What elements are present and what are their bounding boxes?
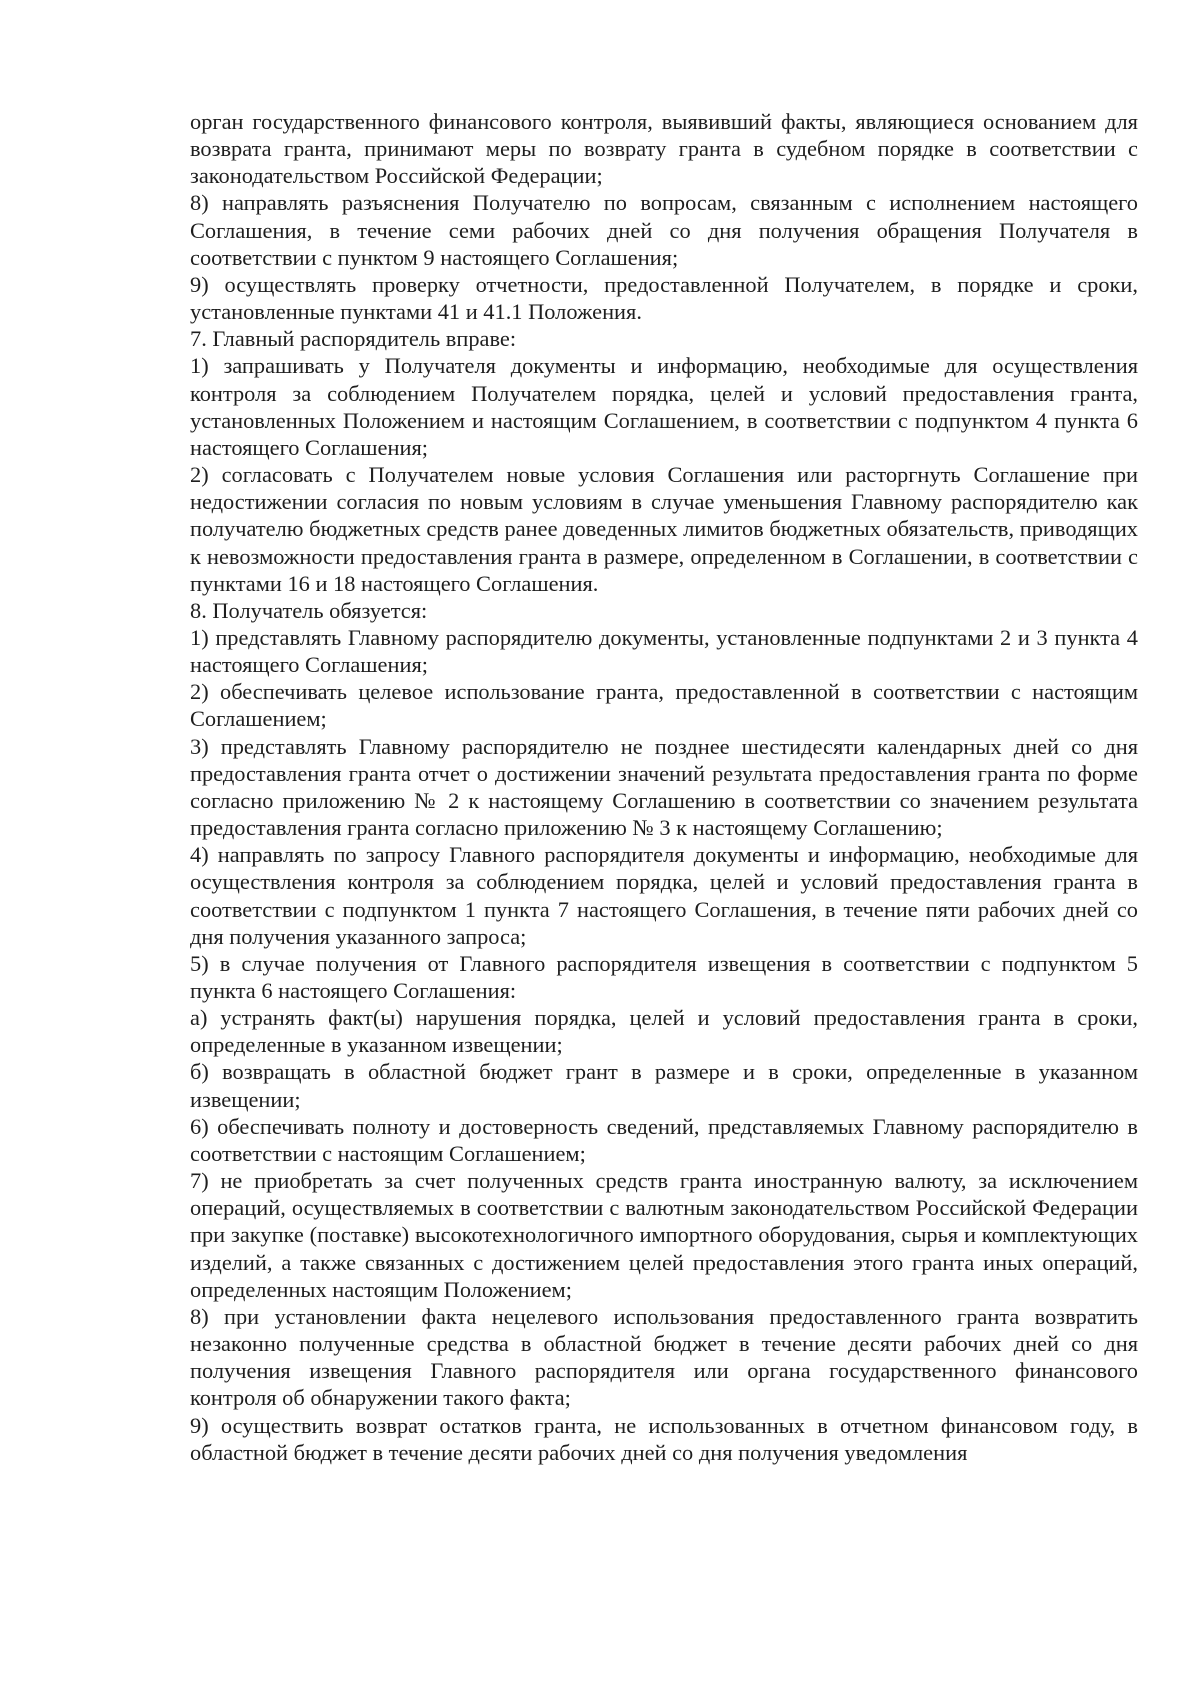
- paragraph: 9) осуществить возврат остатков гранта, не использованных в отчетном финансовом году, в областной бюджет в течение десяти рабочих дней со дня получения уведомления: [190, 1412, 1138, 1465]
- paragraph: 5) в случае получения от Главного распорядителя извещения в соответствии с подпунктом 5 пункта 6 настоящего Соглашения:: [190, 950, 1138, 1003]
- paragraph: 1) представлять Главному распорядителю документы, установленные подпунктами 2 и 3 пункта 4 настоящего Соглашения;: [190, 624, 1138, 678]
- paragraph: 4) направлять по запросу Главного распорядителя документы и информацию, необходимые для осуществления контроля за соблюдением порядка, целей и условий предоставления гранта в соответствии с подпунктом 1 пункта 7 настоящего Соглашения, в течение пяти рабочих дней со дня получения указанного запроса;: [190, 842, 1138, 949]
- paragraph: 2) обеспечивать целевое использование гранта, предоставленной в соответствии с настоящим Соглашением;: [190, 679, 1138, 732]
- paragraph: 6) обеспечивать полноту и достоверность сведений, представляемых Главному распорядителю в соответствии с настоящим Соглашением;: [190, 1113, 1138, 1166]
- paragraph: 9) осуществлять проверку отчетности, предоставленной Получателем, в порядке и сроки, установленные пунктами 41 и 41.1 Положения.: [190, 271, 1138, 325]
- paragraph: 8) при установлении факта нецелевого использования предоставленного гранта возвратить незаконно полученные средства в областной бюджет в течение десяти рабочих дней со дня получения извещения Главного распорядителя или органа государственного финансового контроля об обнаружении такого факта;: [190, 1303, 1138, 1411]
- paragraph: б) возвращать в областной бюджет грант в размере и в сроки, определенные в указанном извещении;: [190, 1059, 1138, 1112]
- paragraph: 2) согласовать с Получателем новые условия Соглашения или расторгнуть Соглашение при недостижении согласия по новым условиям в случае уменьшения Главному распорядителю как получателю бюджетных средств ранее доведенных лимитов бюджетных обязательств, приводящих к невозможности предоставления гранта в размере, определенном в Соглашении, в соответствии с пунктами 16 и 18 настоящего Соглашения.: [190, 462, 1138, 596]
- paragraph: а) устранять факт(ы) нарушения порядка, целей и условий предоставления гранта в сроки, определенные в указанном извещении;: [190, 1005, 1138, 1058]
- document-body: [190, 108, 1138, 1466]
- paragraph: 7) не приобретать за счет полученных средств гранта иностранную валюту, за исключением операций, осуществляемых в соответствии с валютным законодательством Российской Федерации при закупке (поставке) высокотехнологичного импортного оборудования, сырья и комплектующих изделий, а также связанных с достижением целей предоставления этого гранта иных операций, определенных настоящим Положением;: [190, 1168, 1138, 1302]
- paragraph: 3) представлять Главному распорядителю не позднее шестидесяти календарных дней со дня предоставления гранта отчет о достижении значений результата предоставления гранта по форме согласно приложению № 2 к настоящему Соглашению в соответствии со значением результата предоставления гранта согласно приложению № 3 к настоящему Соглашению;: [190, 733, 1138, 841]
- section-heading: 8. Получатель обязуется:: [190, 597, 428, 623]
- paragraph: орган государственного финансового контроля, выявивший факты, являющиеся основанием для возврата гранта, принимают меры по возврату гранта в судебном порядке в соответствии с законодательством Российской Федерации;: [190, 109, 1138, 189]
- section-heading: 7. Главный распорядитель вправе:: [190, 326, 517, 352]
- paragraph: 8) направлять разъяснения Получателю по вопросам, связанным с исполнением настоящего Соглашения, в течение семи рабочих дней со дня получения обращения Получателя в соответствии с пунктом 9 настоящего Соглашения;: [190, 190, 1138, 270]
- paragraph: 1) запрашивать у Получателя документы и информацию, необходимые для осуществления контроля за соблюдением Получателем порядка, целей и условий предоставления гранта, установленных Положением и настоящим Соглашением, в соответствии с подпунктом 4 пункта 6 настоящего Соглашения;: [190, 353, 1138, 460]
